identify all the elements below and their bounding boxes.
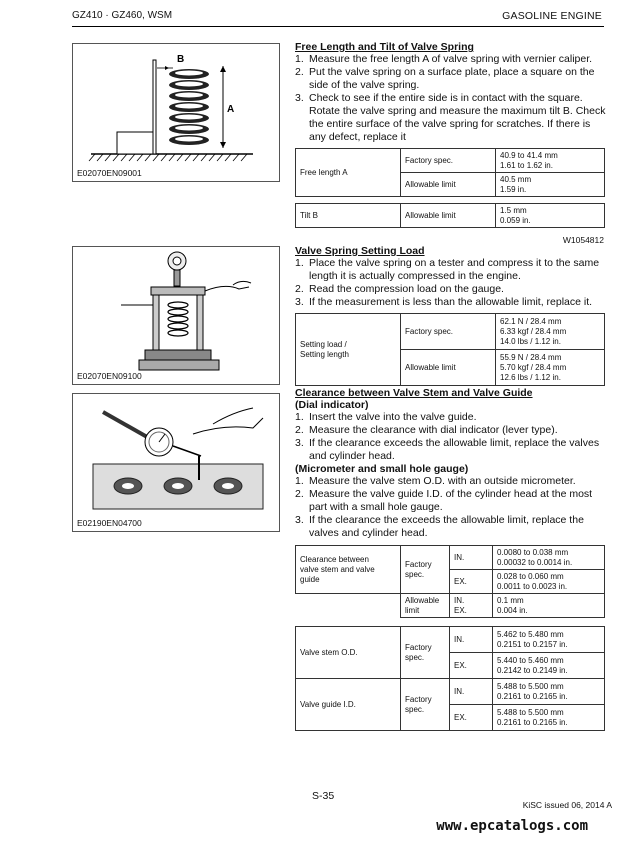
- step-item: 3. If the clearance the exceeds the allowable limit, replace the valves and cylinder head.: [295, 514, 584, 539]
- cell-factory-spec: Factory spec.: [401, 546, 450, 594]
- cell-guide-ex-value: 5.488 to 5.500 mm 0.2161 to 0.2165 in.: [493, 705, 605, 731]
- reference-code: W1054812: [562, 235, 604, 245]
- cell-factory-spec: Factory spec.: [401, 627, 450, 679]
- cell-factory-value: 40.9 to 41.4 mm 1.61 to 1.62 in.: [496, 149, 605, 173]
- cell-allowable-value: 40.5 mm 1.59 in.: [496, 173, 605, 197]
- steps-list: [295, 411, 607, 463]
- dial-indicator-diagram: [73, 394, 279, 531]
- step-item: 1. Insert the valve into the valve guide.: [295, 411, 477, 423]
- label-b: B: [177, 54, 185, 65]
- cell-stem-od: Valve stem O.D.: [296, 627, 401, 679]
- header-section: GASOLINE ENGINE: [502, 10, 602, 22]
- subsection-title: (Micrometer and small hole gauge): [295, 463, 469, 475]
- step-item: 1. Measure the free length A of valve spring with vernier caliper.: [295, 53, 593, 65]
- figure-dial-indicator: [72, 393, 280, 532]
- spec-table-setting-load: [295, 313, 605, 386]
- section-title: Clearance between Valve Stem and Valve Guide: [295, 387, 533, 399]
- issue-note: KiSC issued 06, 2014 A: [522, 800, 612, 810]
- cell-in: IN.: [450, 679, 493, 705]
- cell-ex: EX.: [450, 570, 493, 594]
- figure-spring-free-length: [72, 43, 280, 182]
- watermark-link[interactable]: www.epcatalogs.com: [436, 818, 588, 834]
- figure-code: E02070EN09001: [77, 168, 142, 178]
- cell-factory-spec: Factory spec.: [401, 149, 496, 173]
- header-model: GZ410 · GZ460, WSM: [72, 10, 173, 21]
- section-title: Free Length and Tilt of Valve Spring: [295, 41, 474, 53]
- cell-guide-in-value: 5.488 to 5.500 mm 0.2161 to 0.2165 in.: [493, 679, 605, 705]
- step-item: 3. If the clearance exceeds the allowable limit, replace the valves and cylinder head.: [295, 437, 600, 462]
- cell-in: IN.: [450, 627, 493, 653]
- steps-list: [295, 475, 607, 540]
- subsection-title: (Dial indicator): [295, 399, 369, 411]
- cell-allowable-value: 0.1 mm 0.004 in.: [493, 594, 605, 618]
- cell-guide-id: Valve guide I.D.: [296, 679, 401, 731]
- spring-diagram: [73, 44, 279, 181]
- steps-list: [295, 257, 607, 309]
- cell-in: IN.: [450, 546, 493, 570]
- section-free-length: [295, 41, 607, 144]
- cell-factory-spec: Factory spec.: [401, 679, 450, 731]
- cell-stem-ex-value: 5.440 to 5.460 mm 0.2142 to 0.2149 in.: [493, 653, 605, 679]
- cell-tilt-allowable: Allowable limit: [401, 204, 496, 228]
- cell-clearance: Clearance between valve stem and valve guide: [296, 546, 401, 594]
- step-item: 2. Read the compression load on the gauge.: [295, 283, 504, 295]
- cell-factory-spec: Factory spec.: [401, 314, 496, 350]
- cell-allowable-sub: IN. EX.: [450, 594, 493, 618]
- cell-allowable-value: 55.9 N / 28.4 mm 5.70 kgf / 28.4 mm 12.6 lbs / 1.12 in.: [496, 350, 605, 386]
- cell-free-length: Free length A: [296, 149, 401, 197]
- cell-in-value: 0.0080 to 0.038 mm 0.00032 to 0.0014 in.: [493, 546, 605, 570]
- section-title: Valve Spring Setting Load: [295, 245, 425, 257]
- figure-code: E02190EN04700: [77, 518, 142, 528]
- step-item: 2. Measure the valve guide I.D. of the cylinder head at the most part with a small hole gauge.: [295, 488, 593, 513]
- label-a: A: [227, 104, 235, 115]
- cell-tilt: Tilt B: [296, 204, 401, 228]
- cell-ex: EX.: [450, 653, 493, 679]
- cell-stem-in-value: 5.462 to 5.480 mm 0.2151 to 0.2157 in.: [493, 627, 605, 653]
- step-item: 2. Measure the clearance with dial indicator (lever type).: [295, 424, 558, 436]
- spec-table-clearance: [295, 545, 605, 618]
- steps-list: [295, 53, 607, 144]
- section-clearance: [295, 387, 607, 540]
- page-number: S-35: [312, 790, 335, 802]
- cell-allowable: Allowable limit: [401, 350, 496, 386]
- figure-spring-tester: [72, 246, 280, 385]
- cell-factory-value: 62.1 N / 28.4 mm 6.33 kgf / 28.4 mm 14.0 lbs / 1.12 in.: [496, 314, 605, 350]
- cell-tilt-value: 1.5 mm 0.059 in.: [496, 204, 605, 228]
- spec-table-stem-guide: [295, 626, 605, 731]
- step-item: 3. If the measurement is less than the allowable limit, replace it.: [295, 296, 593, 308]
- tester-diagram: [73, 247, 279, 384]
- step-item: 1. Place the valve spring on a tester and compress it to the same length it is actually compressed in the engine.: [295, 257, 600, 282]
- cell-setting-load: Setting load / Setting length: [296, 314, 401, 386]
- step-item: 3. Check to see if the entire side is in contact with the square. Rotate the valve spring and measure the maximum tilt B. Check the entire surface of the valve spring for scratches. If there is any defect, replace it: [295, 92, 606, 143]
- spec-table-free-length: [295, 148, 605, 228]
- cell-ex-value: 0.028 to 0.060 mm 0.0011 to 0.0023 in.: [493, 570, 605, 594]
- cell-allowable: Allowable limit: [401, 173, 496, 197]
- cell-ex: EX.: [450, 705, 493, 731]
- step-item: 2. Put the valve spring on a surface plate, place a square on the side of the valve spring.: [295, 66, 595, 91]
- figure-code: E02070EN09100: [77, 371, 142, 381]
- header-rule: [72, 26, 604, 27]
- section-setting-load: [295, 245, 607, 309]
- step-item: 1. Measure the valve stem O.D. with an outside micrometer.: [295, 475, 576, 487]
- cell-allowable: Allowable limit: [401, 594, 450, 618]
